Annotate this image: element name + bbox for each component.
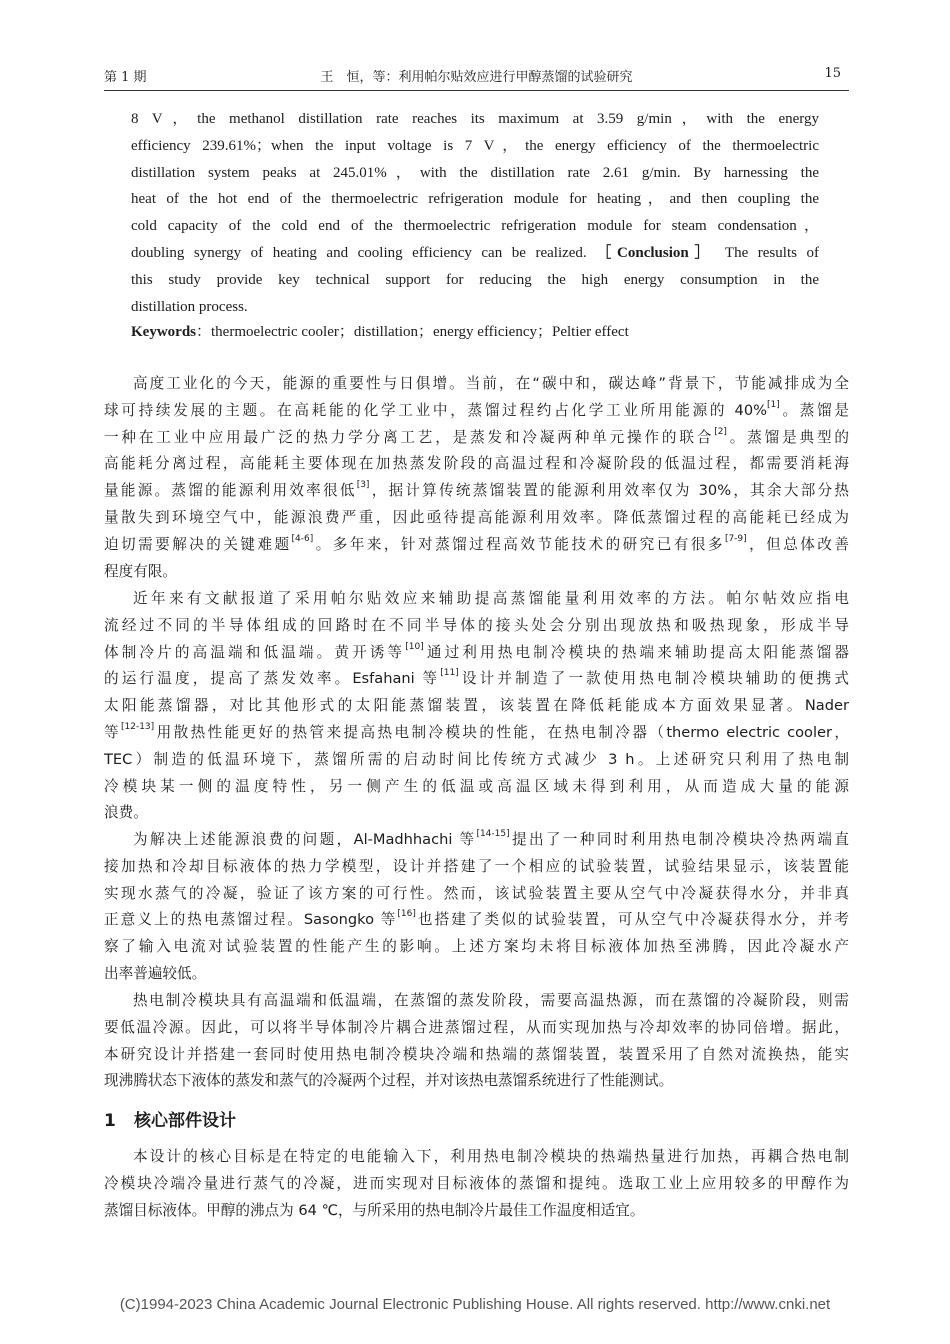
abstract-line: heat of the hot end of the thermoelectric refrigeration module for heating，and then coupling the (131, 191, 819, 208)
citation: [14-15] (476, 829, 510, 839)
abstract-line: cold capacity of the cold end of the thermoelectric refrigeration module for steam condensation， (131, 218, 819, 235)
keywords-label: Keywords (131, 324, 196, 340)
abstract-line: distillation system peaks at 245.01%，with the distillation rate 2.61 g/min. By harnessing the (131, 164, 819, 181)
section-number: 1 (104, 1111, 116, 1131)
citation: [7-9] (724, 533, 747, 544)
keywords (131, 320, 831, 341)
issue-number: 第 1 期 (104, 70, 147, 85)
section-title: 核心部件设计 (134, 1111, 236, 1131)
abstract-line: distillation process. (131, 298, 248, 315)
citation: [4-6] (291, 533, 314, 544)
citation: [1] (766, 399, 780, 410)
paragraph-background: 近年来有文献报道了采用帕尔贴效应来辅助提高蒸馏能量利用效率的方法。帕尔帖效应指电 流经过不同的半导体组成的回路时在不同半导体的接头处会分别出现放热和吸热现象，形成半导 体制冷片的高温端和低温端。黄开诱等[10]通过利用热电制冷模块的热端来辅助提高太阳能蒸馏器 的运行温度，提高了蒸发效率。Esfahani 等[11]设计并制造了一款使用热电制冷模块辅助的便携式 太阳能蒸馏器，对比其他形式的太阳能蒸馏装置，该装置在降低耗能成本方面效果显著。Nader 等[12-13]用散热性能更好的热管来提高热电制冷模块的性能，在热电制冷器（thermo electric cooler， TEC）制造的低温环境下，蒸馏所需的启动时间比传统方式减少 3 h。上述研究只利用了热电制 冷模块某一侧的温度特性，另一侧产生的低温或高温区域未得到利用，从而造成大量的能源 浪费。 (104, 590, 849, 822)
copyright-footer: (C)1994-2023 China Academic Journal Electronic Publishing House. All rights reserved. http://www.cnki.net (119, 1296, 831, 1313)
abstract-line: efficiency 239.61%；when the input voltage is 7 V，the energy efficiency of the thermoelectric (131, 137, 819, 154)
paragraph-this-work: 热电制冷模块具有高温端和低温端，在蒸馏的蒸发阶段，需要高温热源，而在蒸馏的冷凝阶段，则需 要低温冷源。因此，可以将半导体制冷片耦合进蒸馏过程，从而实现加热与冷却效率的协同倍增。据此， 本研究设计并搭建一套同时使用热电制冷模块冷端和热端的蒸馏装置，装置采用了自然对流换热，能实 现沸腾状态下液体的蒸发和蒸气的冷凝两个过程，并对该热电蒸馏系统进行了性能测试。 (104, 992, 849, 1090)
paragraph-design: 本设计的核心目标是在特定的电能输入下，利用热电制冷模块的热端热量进行加热，再耦合热电制 冷模块冷端冷量进行蒸气的冷凝，进而实现对目标液体的蒸馏和提纯。选取工业上应用较多的甲醇作为 蒸馏目标液体。甲醇的沸点为 64 ℃，与所采用的热电制冷片最佳工作温度相适宜。 (104, 1148, 849, 1219)
paragraph-intro: 高度工业化的今天，能源的重要性与日俱增。当前，在“碳中和，碳达峰”背景下，节能减排成为全 球可持续发展的主题。在高耗能的化学工业中，蒸馏过程约占化学工业所用能源的 40%[1]。蒸馏是 一种在工业中应用最广泛的热力学分离工艺，是蒸发和冷凝两种单元操作的联合[2]。蒸馏是典型的 高能耗分离过程，高能耗主要体现在加热蒸发阶段的高温过程和冷凝阶段的低温过程，都需要消耗海 量能源。蒸馏的能源利用效率很低[3]，据计算传统蒸馏装置的能源利用效率仅为 30%，其余大部分热 量散失到环境空气中，能源浪费严重，因此亟待提高能源利用效率。降低蒸馏过程的高能耗已经成为 迫切需要解决的关键难题[4-6]。多年来，针对蒸馏过程高效节能技术的研究已有很多[7-9]，但总体改善 程度有限。 (104, 375, 849, 580)
citation: [16] (397, 909, 416, 920)
citation: [3] (356, 480, 370, 491)
running-header (104, 64, 849, 91)
abstract-line: this study provide key technical support for reducing the high energy consumption in the (131, 271, 819, 288)
abstract-line: 8 V，the methanol distillation rate reaches its maximum at 3.59 g/min，with the energy (131, 111, 819, 127)
abstract-line: doubling synergy of heating and cooling efficiency can be realized. ［Conclusion］ The results of (131, 244, 819, 261)
keywords-text: ：thermoelectric cooler；distillation；energy efficiency；Peltier effect (196, 324, 629, 340)
section-heading (104, 1106, 236, 1131)
citation: [11] (440, 668, 459, 679)
running-title: 王 恒，等：利用帕尔贴效应进行甲醇蒸馏的试验研究 (320, 70, 633, 85)
citation: [10] (405, 641, 424, 652)
page-number: 15 (824, 66, 841, 81)
citation: [12-13] (121, 721, 155, 732)
paragraph-prior-work: 为解决上述能源浪费的问题，Al-Madhhachi 等[14-15]提出了一种同时利用热电制冷模块冷热两端直 接加热和冷却目标液体的热力学模型，设计并搭建了一个相应的试验装置，试验结果显示，该装置能 实现水蒸气的冷凝，验证了该方案的可行性。然而，该试验装置主要从空气中冷凝获得水分，并非真 正意义上的热电蒸馏过程。Sasongko 等[16]也搭建了类似的试验装置，可从空气中冷凝获得水分，并考 察了输入电流对试验装置的性能产生的影响。上述方案均未将目标液体加热至沸腾，因此冷凝水产 出率普遍较低。 (104, 829, 849, 982)
english-abstract (131, 106, 819, 320)
citation: [2] (714, 426, 727, 437)
conclusion-label: ［Conclusion］ (596, 244, 716, 261)
